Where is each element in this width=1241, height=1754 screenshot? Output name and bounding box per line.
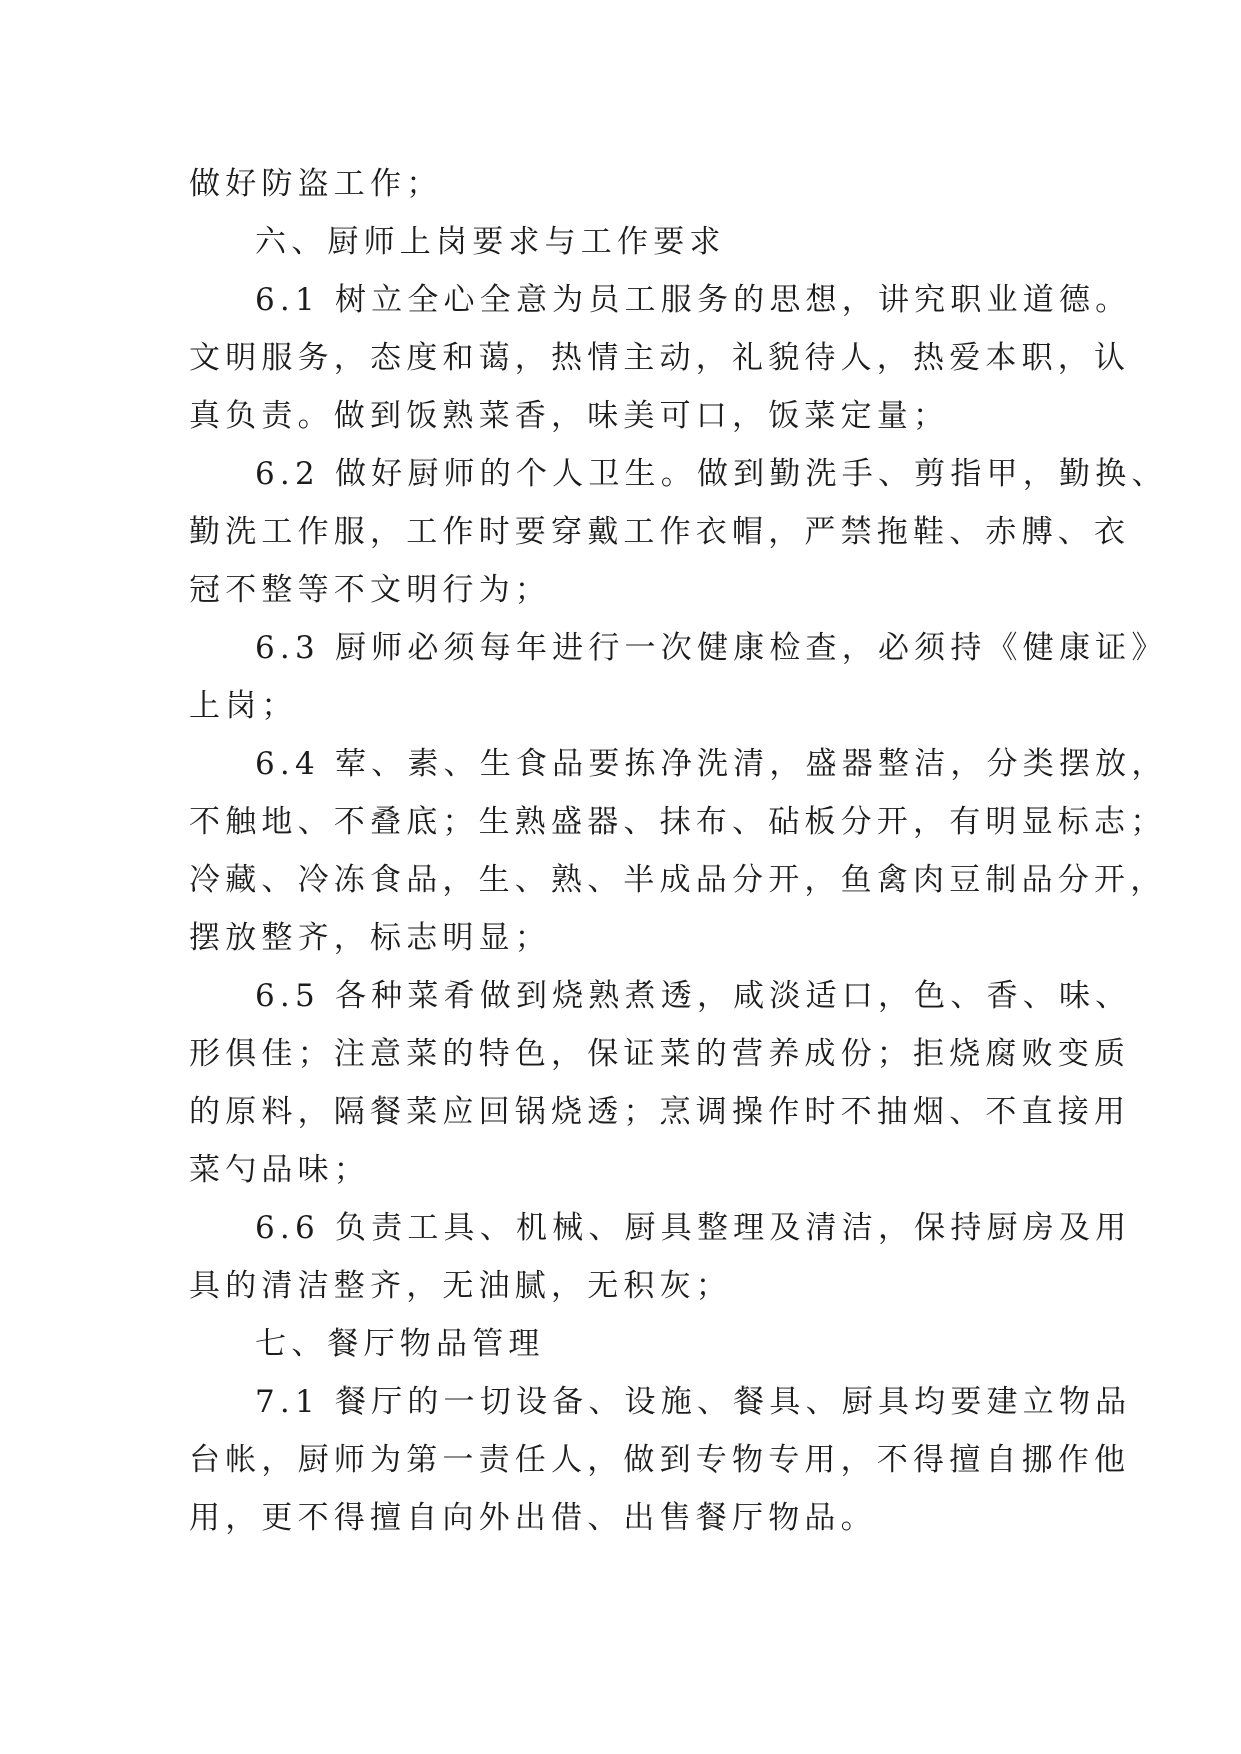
section-heading: 七、餐厅物品管理: [255, 1326, 545, 1362]
text-line: 6.5 各种菜肴做到烧熟煮透，咸淡适口，色、香、味、: [255, 978, 1132, 1014]
text-line: 6.6 负责工具、机械、厨具整理及清洁，保持厨房及用: [255, 1210, 1132, 1246]
text-line: 形俱佳；注意菜的特色，保证菜的营养成份；拒烧腐败变质: [189, 1036, 1131, 1072]
text-line: 不触地、不叠底；生熟盛器、抹布、砧板分开，有明显标志；: [189, 804, 1167, 840]
document-body: [189, 155, 1168, 1547]
text-line: 真负责。做到饭熟菜香，味美可口，饭菜定量；: [189, 398, 950, 434]
text-line: 6.4 荤、素、生食品要拣净洗清，盛器整洁，分类摆放，: [255, 746, 1168, 782]
text-line: 冷藏、冷冻食品，生、熟、半成品分开，鱼禽肉豆制品分开，: [189, 862, 1167, 898]
text-line: 7.1 餐厅的一切设备、设施、餐具、厨具均要建立物品: [255, 1384, 1132, 1420]
text-line: 台帐，厨师为第一责任人，做到专物专用，不得擅自挪作他: [189, 1442, 1131, 1478]
text-line: 6.2 做好厨师的个人卫生。做到勤洗手、剪指甲，勤换、: [255, 456, 1168, 492]
text-line: 文明服务，态度和蔼，热情主动，礼貌待人，热爱本职，认: [189, 340, 1131, 376]
text-line: 勤洗工作服，工作时要穿戴工作衣帽，严禁拖鞋、赤膊、衣: [189, 514, 1131, 550]
text-line: 6.1 树立全心全意为员工服务的思想，讲究职业道德。: [255, 282, 1132, 318]
text-line: 的原料，隔餐菜应回锅烧透；烹调操作时不抽烟、不直接用: [189, 1094, 1131, 1130]
text-line: 摆放整齐，标志明显；: [189, 920, 551, 956]
text-line: 用，更不得擅自向外出借、出售餐厅物品。: [189, 1500, 877, 1536]
text-line: 做好防盗工作；: [189, 166, 443, 202]
text-line: 具的清洁整齐，无油腻，无积灰；: [189, 1268, 732, 1304]
text-line: 上岗；: [189, 688, 298, 724]
section-heading: 六、厨师上岗要求与工作要求: [255, 224, 726, 260]
text-line: 冠不整等不文明行为；: [189, 572, 551, 608]
text-line: 6.3 厨师必须每年进行一次健康检查，必须持《健康证》: [255, 630, 1168, 666]
text-line: 菜勺品味；: [189, 1152, 370, 1188]
